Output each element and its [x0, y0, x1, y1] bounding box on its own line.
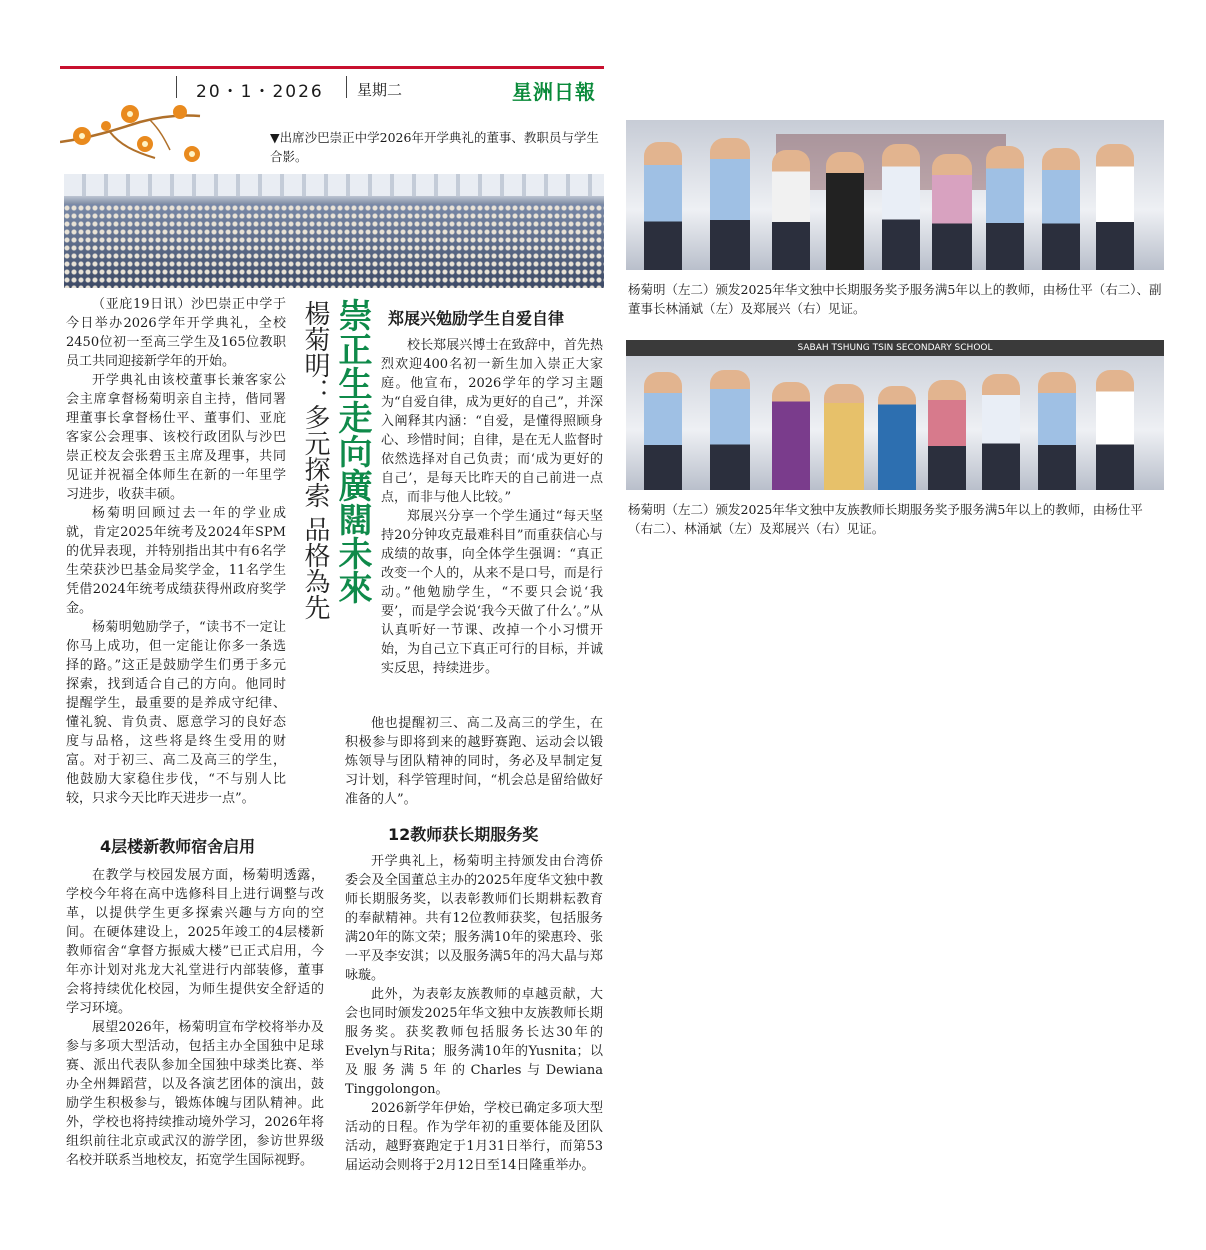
- person: [1096, 144, 1134, 270]
- section-title: 12教师获长期服务奖: [388, 825, 539, 844]
- person: [878, 386, 916, 490]
- award-photo-1: [626, 120, 1164, 270]
- person: [928, 380, 966, 490]
- group-photo: [64, 174, 604, 288]
- person: [882, 144, 920, 270]
- paragraph: 开学典礼上，杨菊明主持颁发由台湾侨委会及全国董总主办的2025年度华文独中教师长期服务奖，以表彰教师们长期耕耘教育的奉献精神。共有12位教师获奖，包括服务满20年的陈文荣；服务满10年的梁惠玲、张一平及李安淇；以及服务满5年的冯大晶与郑咏璇。: [345, 854, 603, 983]
- person: [932, 154, 972, 270]
- paragraph: 展望2026年，杨菊明宣布学校将举办及参与多项大型活动，包括主办全国独中足球赛、派出代表队参加全国独中球类比赛、举办全州舞蹈营，以及各演艺团体的演出，鼓励学生积极参与，锻炼体魄与团队精神。此外，学校也将持续推动境外学习，2026年将组织前往北京或武汉的游学团，参访世界级名校并联系当地校友，拓宽学生国际视野。: [66, 1020, 324, 1168]
- paragraph: 他也提醒初三、高二及高三的学生，在积极参与即将到来的越野赛跑、运动会以锻炼领导与团队精神的同时，务必及早制定复习计划，科学管理时间，“机会总是留给做好准备的人”。: [345, 716, 603, 807]
- person: [1042, 148, 1080, 270]
- paragraph: （亚庇19日讯）沙巴崇正中学于今日举办2026学年开学典礼，全校2450位初一至高三学生及165位教职员工共同迎接新学年的开始。: [66, 297, 286, 369]
- section-title: 4层楼新教师宿舍启用: [100, 837, 256, 856]
- plum-blossom-icon: [60, 100, 210, 170]
- person: [772, 150, 810, 270]
- person: [644, 142, 682, 270]
- school-banner: SABAH TSHUNG TSIN SECONDARY SCHOOL: [626, 340, 1164, 356]
- newspaper-logo: 星洲日報: [512, 80, 596, 104]
- person: [986, 146, 1024, 270]
- person: [824, 384, 864, 490]
- paragraph: 此外，为表彰友族教师的卓越贡献，大会也同时颁发2025年华文独中友族教师长期服务奖。获奖教师包括服务长达30年的Evelyn与Rita；服务满10年的Yusnita；以及服务满5年的Charles与Dewiana Tinggolongon。: [345, 987, 603, 1097]
- paragraph: 校长郑展兴博士在致辞中，首先热烈欢迎400名初一新生加入崇正大家庭。他宣布，2026学年的学习主题为“自爱自律，成为更好的自己”，并深入阐释其内涵：“自爱，是懂得照顾身心、珍惜时间；自律，是在无人监督时依然选择对自己负责；而‘成为更好的自己’，是每天比昨天的自己前进一点点，而非与他人比较。”: [381, 338, 603, 505]
- person: [826, 152, 864, 270]
- middle-column-lower: [345, 852, 603, 1175]
- award-photo-1-caption: 杨菊明（左二）颁发2025年华文独中长期服务奖予服务满5年以上的教师，由杨仕平（右二）、副董事长林涌斌（左）及郑展兴（右）见证。: [628, 282, 1162, 316]
- left-column-upper: [66, 295, 286, 808]
- person: [710, 138, 750, 270]
- award-photo-2: [626, 340, 1164, 490]
- person: [982, 374, 1020, 490]
- award-photo-2-caption: 杨菊明（左二）颁发2025年华文独中友族教师长期服务奖予服务满5年以上的教师，由杨仕平（右二）、林涌斌（左）及郑展兴（右）见证。: [628, 502, 1143, 536]
- person: [1038, 372, 1076, 490]
- paragraph: 在教学与校园发展方面，杨菊明透露，学校今年将在高中选修科目上进行调整与改革，以提供学生更多探索兴趣与方向的空间。在硬体建设上，2025年竣工的4层楼新教师宿舍“拿督方振威大楼”已正式启用，今年亦计划对兆龙大礼堂进行内部装修，董事会将持续优化校园，为师生提供安全舒适的学习环境。: [66, 868, 324, 1016]
- middle-column-mid: [345, 714, 603, 809]
- top-photo-caption: ▼出席沙巴崇正中学2026年开学典礼的董事、教职员与学生合影。: [270, 130, 599, 164]
- header-divider: [346, 76, 347, 98]
- issue-date: 20・1・2026: [196, 82, 324, 102]
- left-column-lower: [66, 866, 324, 1170]
- person: [644, 372, 682, 490]
- issue-weekday: 星期二: [357, 81, 403, 99]
- middle-column-upper: [381, 336, 603, 678]
- subheadline: 楊菊明：多元探索 品格為先: [300, 300, 330, 621]
- person: [1096, 370, 1134, 490]
- header-rule: [60, 66, 604, 69]
- crowd: [64, 204, 604, 288]
- paragraph: 杨菊明回顾过去一年的学业成就，肯定2025年统考及2024年SPM的优异表现，并特别指出其中有6名学生荣获沙巴基金局奖学金，11名学生凭借2024年统考成绩获得州政府奖学金。: [66, 506, 286, 616]
- paragraph: 开学典礼由该校董事长兼客家公会主席拿督杨菊明亲自主持，偕同署理董事长拿督杨仕平、董事们、亚庇客家公会理事、该校行政团队与沙巴崇正校友会张碧玉主席及理事，共同见证并祝福全体师生在新的一年里学习进步，收获丰硕。: [66, 373, 286, 502]
- headline: 崇正生走向廣闊未來: [332, 298, 372, 604]
- section-title: 郑展兴勉励学生自爱自律: [388, 309, 565, 328]
- person: [710, 370, 750, 490]
- paragraph: 2026新学年伊始，学校已确定多项大型活动的日程。作为学年初的重要体能及团队活动，越野赛跑定于1月31日举行，而第53届运动会则将于2月12日至14日隆重举办。: [345, 1101, 603, 1173]
- paragraph: 杨菊明勉励学子，“读书不一定让你马上成功，但一定能让你多一条选择的路。”这正是鼓励学生们勇于多元探索，找到适合自己的方向。他同时提醒学生，最重要的是养成守纪律、懂礼貌、肯负责、愿意学习的良好态度与品格，这些将是终生受用的财富。对于初三、高二及高三的学生，他鼓励大家稳住步伐，“不与别人比较，只求今天比昨天进步一点”。: [66, 620, 286, 806]
- person: [772, 382, 810, 490]
- paragraph: 郑展兴分享一个学生通过“每天坚持20分钟攻克最难科目”而重获信心与成绩的故事，向全体学生强调：“真正改变一个人的，从来不是口号，而是行动。”他勉励学生，“不要只会说‘我要’，而是学会说‘我今天做了什么’。”从认真听好一节课、改掉一个小习惯开始，为自己立下真正可行的目标，并诚实反思，持续进步。: [381, 509, 603, 676]
- hall-ceiling: [64, 174, 604, 196]
- header-divider: [176, 76, 177, 98]
